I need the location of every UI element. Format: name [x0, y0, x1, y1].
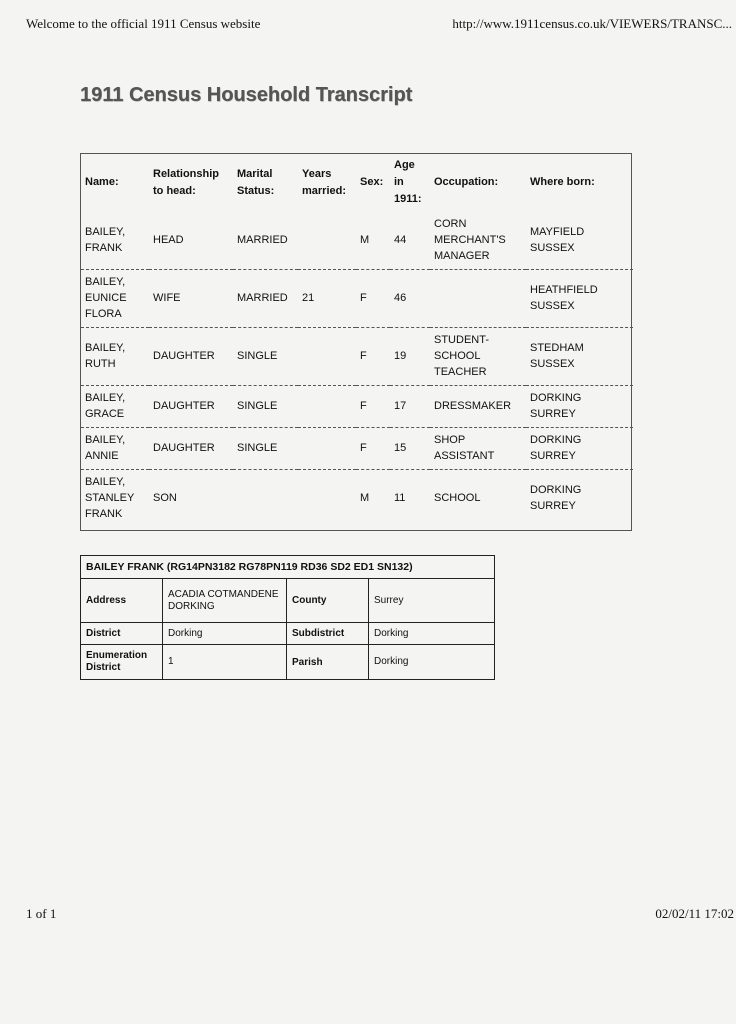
- cell-name: BAILEY, RUTH: [81, 327, 149, 385]
- col-relationship: Relationship to head:: [153, 167, 220, 197]
- county-value: Surrey: [369, 579, 495, 623]
- col-name: Name:: [85, 176, 119, 188]
- household-header-row: [81, 154, 633, 211]
- col-marital: Marital Status:: [237, 167, 275, 197]
- district-value: Dorking: [163, 623, 287, 645]
- cell-sex: F: [356, 427, 390, 469]
- table-row: [81, 211, 633, 269]
- subdistrict-label: Subdistrict: [287, 623, 369, 645]
- cell-where-born: STEDHAM SUSSEX: [526, 327, 633, 385]
- cell-where-born: MAYFIELD SUSSEX: [530, 225, 585, 254]
- table-row: [81, 269, 633, 327]
- address-label: Address: [81, 579, 163, 623]
- enumeration-district-value: 1: [163, 645, 287, 680]
- cell-name: BAILEY, ANNIE: [81, 427, 149, 469]
- cell-relationship: SON: [149, 469, 233, 527]
- cell-name: BAILEY, EUNICE FLORA: [81, 269, 149, 327]
- cell-sex: F: [356, 269, 390, 327]
- cell-sex: M: [360, 233, 370, 246]
- print-timestamp: 02/02/11 17:02: [655, 906, 734, 921]
- cell-name: BAILEY, STANLEY FRANK: [81, 469, 149, 527]
- cell-occupation: SCHOOL: [430, 469, 526, 527]
- cell-where-born: DORKING SURREY: [526, 469, 633, 527]
- cell-sex: F: [356, 385, 390, 427]
- cell-relationship: WIFE: [149, 269, 233, 327]
- cell-occupation: CORN MERCHANT'S MANAGER: [434, 217, 506, 262]
- table-row: [81, 427, 633, 469]
- cell-occupation: [430, 269, 526, 327]
- cell-marital: SINGLE: [233, 385, 298, 427]
- summary-caption: BAILEY FRANK (RG14PN3182 RG78PN119 RD36 SD2 ED1 SN132): [81, 556, 495, 579]
- table-row: [81, 469, 633, 527]
- parish-value: Dorking: [369, 645, 495, 680]
- county-label: County: [287, 579, 369, 623]
- cell-years-married: [298, 427, 356, 469]
- district-label: District: [81, 623, 163, 645]
- cell-name: BAILEY, FRANK: [85, 225, 126, 254]
- page-count: 1 of 1: [26, 906, 57, 921]
- household-summary-table: [80, 555, 495, 680]
- col-years-married: Years married:: [302, 167, 347, 197]
- subdistrict-value: Dorking: [369, 623, 495, 645]
- col-age: Age in 1911:: [394, 159, 422, 205]
- household-table: [80, 153, 632, 531]
- cell-years-married: [298, 211, 356, 269]
- address-value: ACADIA COTMANDENE DORKING: [163, 579, 287, 623]
- cell-occupation: SHOP ASSISTANT: [430, 427, 526, 469]
- cell-relationship: DAUGHTER: [149, 427, 233, 469]
- cell-age: 19: [390, 327, 430, 385]
- cell-sex: F: [356, 327, 390, 385]
- cell-years-married: [298, 327, 356, 385]
- cell-years-married: 21: [298, 269, 356, 327]
- col-where-born: Where born:: [530, 176, 595, 188]
- cell-where-born: HEATHFIELD SUSSEX: [526, 269, 633, 327]
- cell-relationship: HEAD: [153, 233, 184, 246]
- cell-years-married: [298, 469, 356, 527]
- cell-name: BAILEY, GRACE: [81, 385, 149, 427]
- cell-marital: MARRIED: [237, 233, 288, 246]
- table-row: [81, 385, 633, 427]
- cell-marital: SINGLE: [233, 427, 298, 469]
- cell-sex: M: [356, 469, 390, 527]
- cell-relationship: DAUGHTER: [149, 327, 233, 385]
- page-title: 1911 Census Household Transcript: [80, 84, 413, 106]
- cell-age: 44: [394, 233, 407, 246]
- cell-age: 17: [390, 385, 430, 427]
- cell-marital: SINGLE: [233, 327, 298, 385]
- cell-where-born: DORKING SURREY: [526, 427, 633, 469]
- cell-years-married: [298, 385, 356, 427]
- cell-where-born: DORKING SURREY: [526, 385, 633, 427]
- cell-occupation: STUDENT-SCHOOL TEACHER: [430, 327, 526, 385]
- table-row: [81, 327, 633, 385]
- cell-age: 46: [390, 269, 430, 327]
- parish-label: Parish: [287, 645, 369, 680]
- cell-occupation: DRESSMAKER: [430, 385, 526, 427]
- cell-marital: [233, 469, 298, 527]
- col-occupation: Occupation:: [434, 176, 499, 188]
- cell-age: 11: [390, 469, 430, 527]
- cell-relationship: DAUGHTER: [149, 385, 233, 427]
- browser-header-url: http://www.1911census.co.uk/VIEWERS/TRANSC...: [452, 16, 732, 31]
- cell-marital: MARRIED: [233, 269, 298, 327]
- col-sex: Sex:: [360, 176, 384, 188]
- browser-header-title: Welcome to the official 1911 Census website: [26, 16, 261, 31]
- enumeration-district-label: Enumeration District: [81, 645, 163, 680]
- cell-age: 15: [390, 427, 430, 469]
